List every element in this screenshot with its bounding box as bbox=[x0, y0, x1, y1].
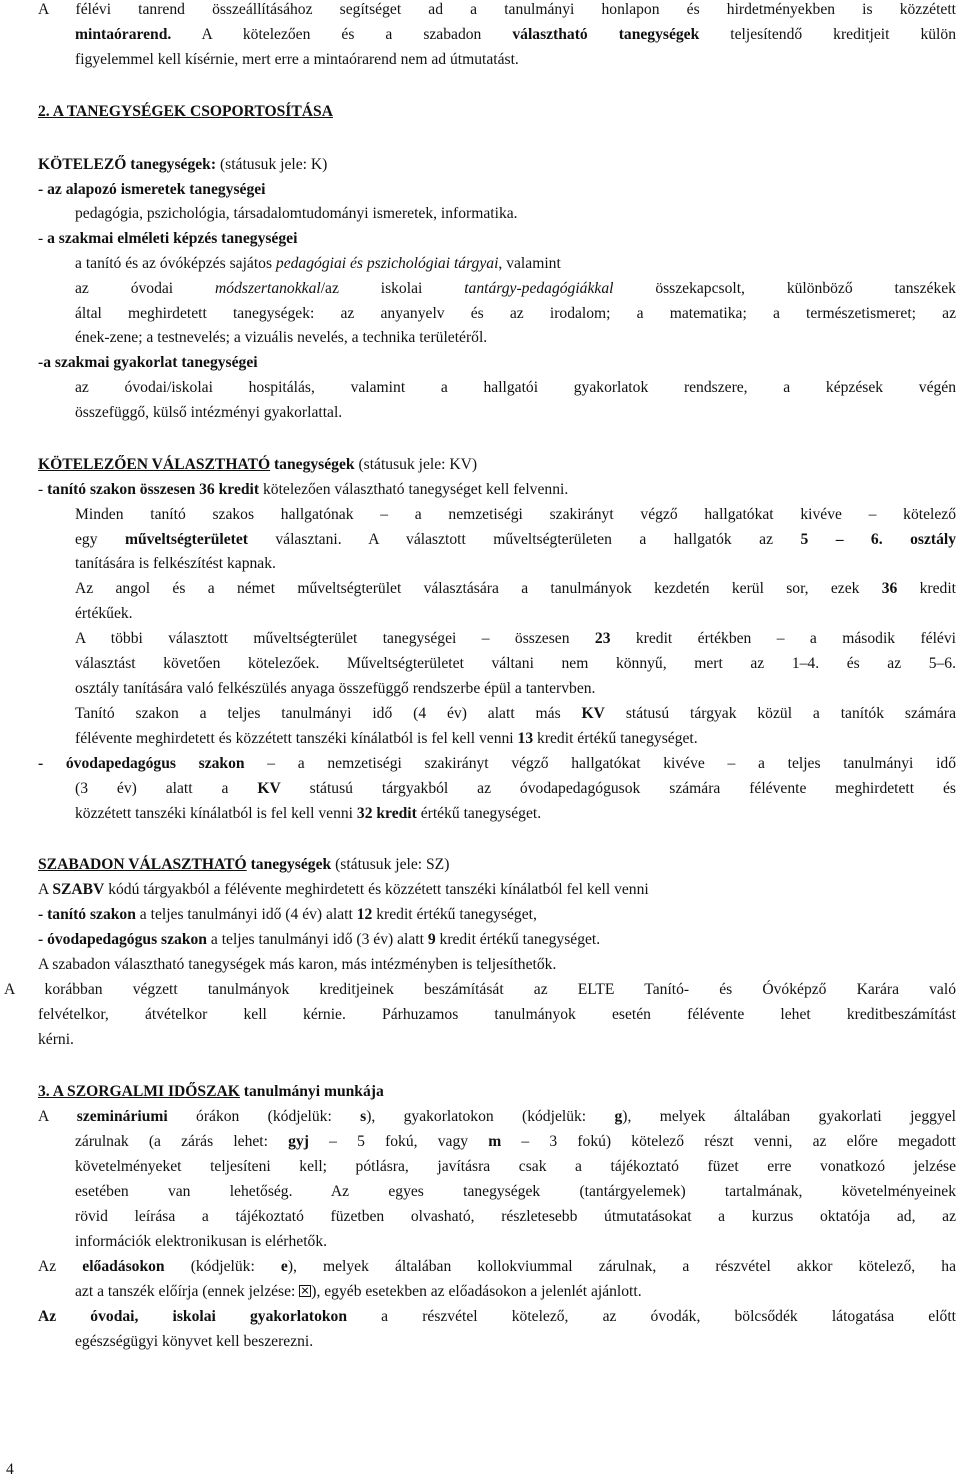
paragraph-line: Az előadásokon (kódjelük: e), melyek általában kollokviummal zárulnak, a részvétel akkor kötelező, ha bbox=[38, 1258, 956, 1275]
page-number: 4 bbox=[6, 1461, 14, 1478]
kv-title: KÖTELEZŐEN VÁLASZTHATÓ tanegységek (státusuk jele: KV) bbox=[38, 456, 478, 473]
paragraph-line: összefüggő, külső intézményi gyakorlattal. bbox=[75, 404, 343, 421]
paragraph-line: A SZABV kódú tárgyakból a félévente meghirdetett és közzétett tanszéki kínálatból fel kell venni bbox=[38, 881, 649, 898]
paragraph-line: azt a tanszék előírja (ennek jelzése: ), egyéb esetekben az előadásokon a jelenlét ajánlott. bbox=[75, 1283, 642, 1300]
paragraph-line: osztály tanítására való felkészülés anyaga összefüggő rendszerbe épül a tantervben. bbox=[75, 680, 596, 697]
paragraph-line: - óvodapedagógus szakon – a nemzetiségi szakirányt végző hallgatókat kivéve – a teljes tanulmányi idő bbox=[38, 755, 956, 772]
paragraph-line: felvételkor, átvételkor kell kérnie. Párhuzamos tanulmányok esetén félévente lehet kreditbeszámítást bbox=[38, 1006, 956, 1023]
crossed-box-icon bbox=[299, 1285, 311, 1297]
subsection-title: - a szakmai elméleti képzés tanegységei bbox=[38, 230, 298, 247]
paragraph-line: esetében van lehetőség. Az egyes tanegységek (tantárgyelemek) tartalmának, követelményeinek bbox=[75, 1183, 956, 1200]
subsection-title: - az alapozó ismeretek tanegységei bbox=[38, 181, 266, 198]
paragraph-line: Minden tanító szakos hallgatónak – a nemzetiségi szakirányt végző hallgatókat kivéve – kötelező bbox=[75, 506, 956, 523]
paragraph-line: választást követően kötelezőek. Műveltségterületet váltani nem könnyű, mert az 1–4. és az 5–6. bbox=[75, 655, 956, 672]
paragraph-line: az óvodai/iskolai hospitálás, valamint a hallgatói gyakorlatok rendszere, a képzések végén bbox=[75, 379, 956, 396]
paragraph-line: egészségügyi könyvet kell beszerezni. bbox=[75, 1333, 314, 1350]
paragraph-line: kérni. bbox=[38, 1031, 74, 1048]
intro-line: figyelemmel kell kísérnie, mert erre a mintaórarend nem ad útmutatást. bbox=[75, 51, 519, 68]
subsection-title: -a szakmai gyakorlat tanegységei bbox=[38, 354, 258, 371]
paragraph-line: rövid leírása a tájékoztató füzetben olvasható, részletesebb útmutatásokat a kurzus oktatója ad, az bbox=[75, 1208, 956, 1225]
paragraph-line: ének-zene; a testnevelés; a vizuális nevelés, a technika területéről. bbox=[75, 329, 488, 346]
paragraph-line: az óvodai módszertanokkal/az iskolai tantárgy-pedagógiákkal összekapcsolt, különböző tanszékek bbox=[75, 280, 956, 297]
sz-title: SZABADON VÁLASZTHATÓ tanegységek (státusuk jele: SZ) bbox=[38, 856, 450, 873]
section-heading: 2. A TANEGYSÉGEK CSOPORTOSÍTÁSA bbox=[38, 103, 333, 120]
intro-line: A félévi tanrend összeállításához segítséget ad a tanulmányi honlapon és hirdetményekben is közzétett bbox=[38, 1, 956, 18]
paragraph-line: közzétett tanszéki kínálatból is fel kell venni 32 kredit értékű tanegységet. bbox=[75, 805, 542, 822]
paragraph-line: félévente meghirdetett és közzétett tanszéki kínálatból is fel kell venni 13 kredit értékű tanegységet. bbox=[75, 730, 698, 747]
paragraph-line: - tanító szakon összesen 36 kredit kötelezően választható tanegységet kell felvenni. bbox=[38, 481, 569, 498]
paragraph-line: - óvodapedagógus szakon a teljes tanulmányi idő (3 év) alatt 9 kredit értékű tanegységet. bbox=[38, 931, 601, 948]
section-heading: 3. A SZORGALMI IDŐSZAK tanulmányi munkája bbox=[38, 1083, 384, 1100]
intro-line: mintaórarend. A kötelezően és a szabadon választható tanegységek teljesítendő kreditjeit külön bbox=[75, 26, 956, 43]
paragraph-line: - tanító szakon a teljes tanulmányi idő (4 év) alatt 12 kredit értékű tanegységet, bbox=[38, 906, 537, 923]
paragraph-line: Az óvodai, iskolai gyakorlatokon a részvétel kötelező, az óvodák, bölcsődék látogatása előtt bbox=[38, 1308, 957, 1325]
paragraph-line: tanítására is felkészítést kapnak. bbox=[75, 555, 276, 572]
paragraph-line: értékűek. bbox=[75, 605, 133, 622]
paragraph-line: követelményeket teljesíteni kell; pótlásra, javításra csak a tájékoztató füzet erre vonatkozó jelzése bbox=[75, 1158, 956, 1175]
paragraph-line: Tanító szakon a teljes tanulmányi idő (4 év) alatt más KV státusú tárgyak közül a tanítók számára bbox=[75, 705, 956, 722]
kotelezo-title: KÖTELEZŐ tanegységek: (státusuk jele: K) bbox=[38, 156, 328, 173]
paragraph-line: információk elektronikusan is elérhetők. bbox=[75, 1233, 328, 1250]
paragraph-line: zárulnak (a zárás lehet: gyj – 5 fokú, vagy m – 3 fokú) kötelező részt venni, az előre megadott bbox=[75, 1133, 956, 1150]
paragraph-line: A szemináriumi órákon (kódjelük: s), gyakorlatokon (kódjelük: g), melyek általában gyakorlati jeggyel bbox=[38, 1108, 956, 1125]
paragraph-line: Az angol és a német műveltségterület választására a tanulmányok kezdetén kerül sor, ezek 36 kredit bbox=[75, 580, 956, 597]
paragraph-line: A többi választott műveltségterület tanegységei – összesen 23 kredit értékben – a második félévi bbox=[75, 630, 956, 647]
paragraph-line: által meghirdetett tanegységek: az anyanyelv és az irodalom; a matematika; a természetismeret; az bbox=[75, 305, 956, 322]
paragraph-line: egy műveltségterületet választani. A választott műveltségterületen a hallgatók az 5 – 6. osztály bbox=[75, 531, 956, 548]
paragraph-line: A szabadon választható tanegységek más karon, más intézményben is teljesíthetők. bbox=[38, 956, 557, 973]
paragraph-line: A korábban végzett tanulmányok kreditjeinek beszámítását az ELTE Tanító- és Óvóképző Karára való bbox=[4, 981, 956, 998]
paragraph-line: (3 év) alatt a KV státusú tárgyakból az óvodapedagógusok számára félévente meghirdetett és bbox=[75, 780, 956, 797]
paragraph-line: a tanító és az óvóképzés sajátos pedagógiai és pszichológiai tárgyai, valamint bbox=[75, 255, 561, 272]
paragraph-line: pedagógia, pszichológia, társadalomtudományi ismeretek, informatika. bbox=[75, 205, 518, 222]
